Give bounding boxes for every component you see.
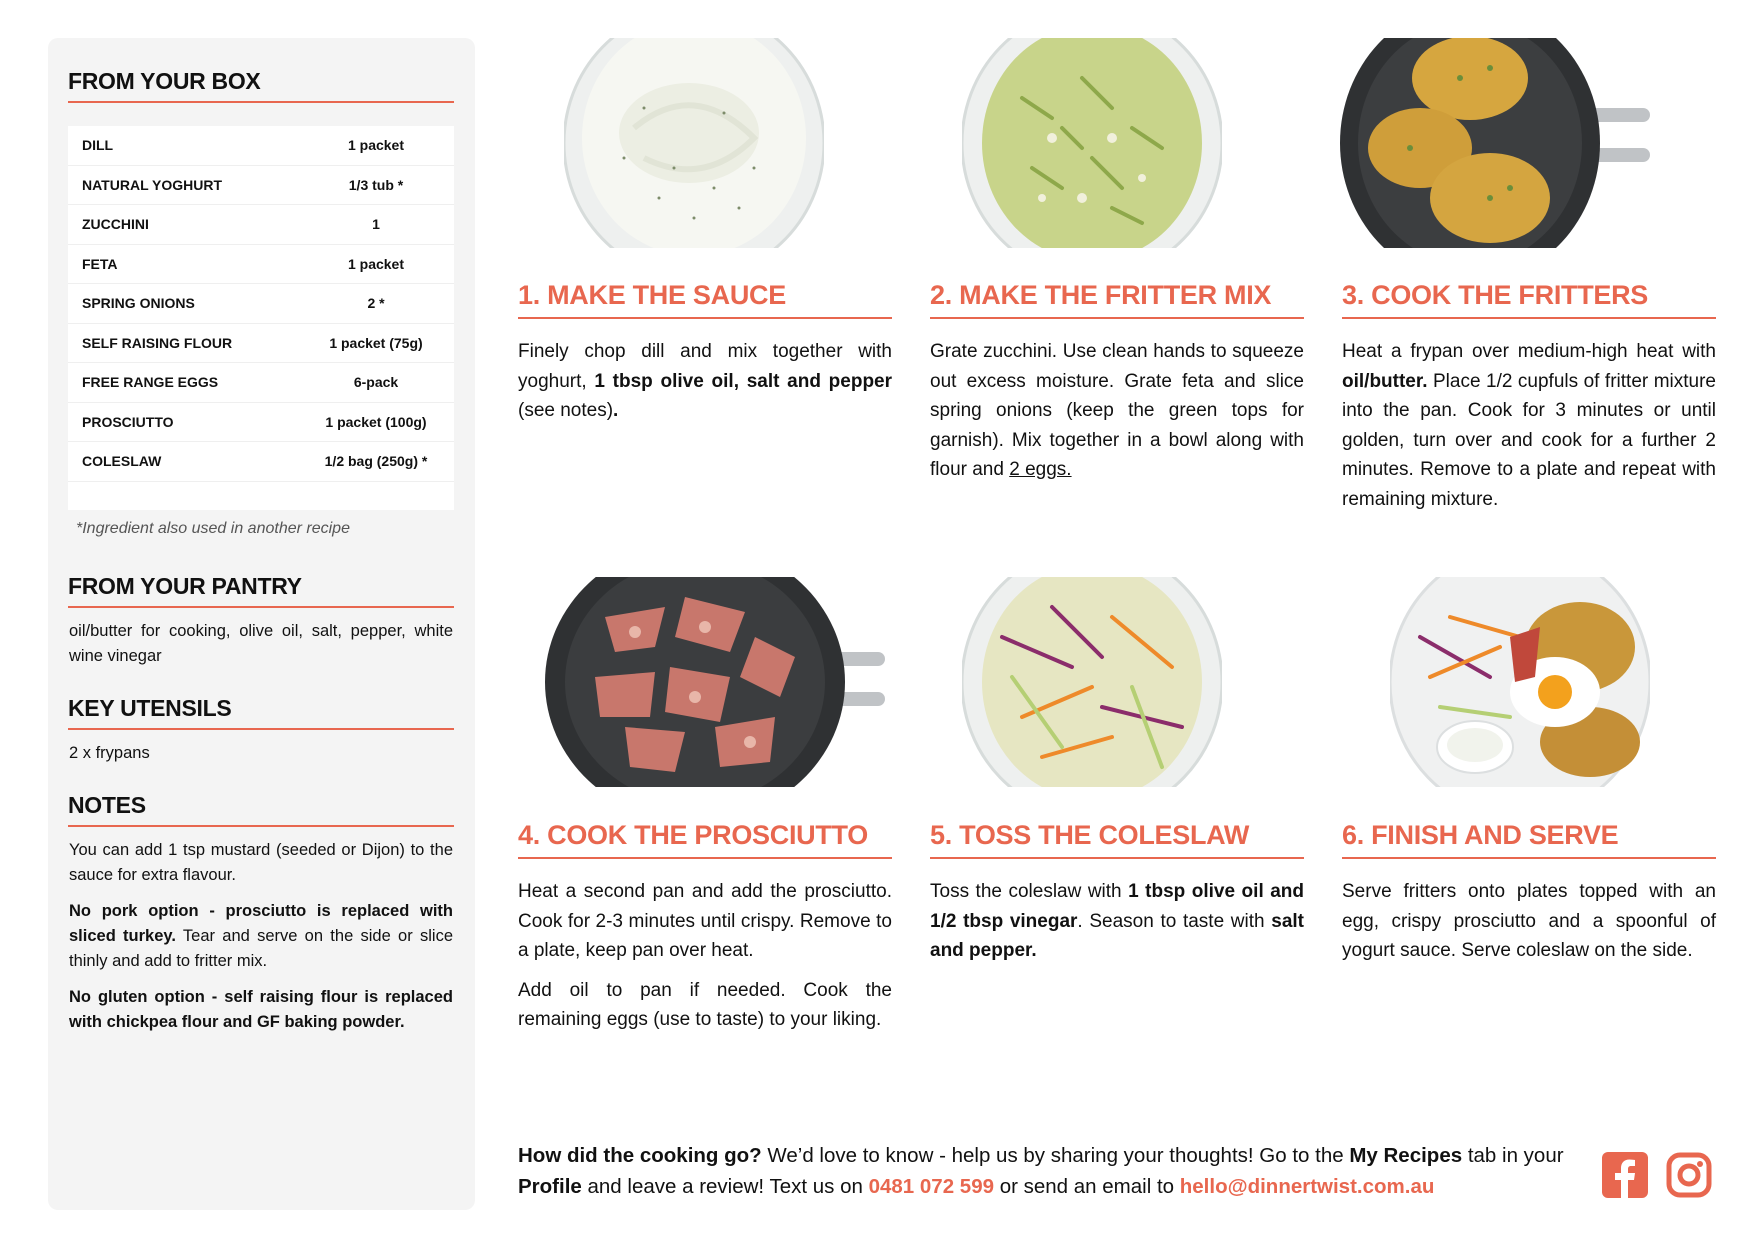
- ingredient-name: ZUCCHINI: [82, 216, 149, 233]
- fritter-mix-bowl-photo: [962, 38, 1222, 248]
- ingredient-name: SELF RAISING FLOUR: [82, 334, 233, 351]
- step-1-bold-b: .: [613, 400, 619, 421]
- key-utensils-heading: KEY UTENSILS: [68, 695, 454, 730]
- utensils-text: 2 x frypans: [69, 744, 150, 762]
- ingredients-table: [68, 126, 454, 510]
- footer-text-4: or send an email to: [994, 1175, 1180, 1198]
- pantry-text: oil/butter for cooking, olive oil, salt, pepper, white wine vinegar: [69, 622, 453, 665]
- step-5-title: 5. TOSS THE COLESLAW: [930, 820, 1304, 859]
- coleslaw-bowl-photo: [962, 577, 1222, 787]
- ingredient-qty: 1/2 bag (250g) *: [324, 453, 428, 470]
- from-your-pantry-heading: FROM YOUR PANTRY: [68, 573, 454, 608]
- ingredient-row: [68, 166, 454, 206]
- footer-text-1: We’d love to know - help us by sharing your thoughts! Go to the: [761, 1144, 1350, 1167]
- ingredient-row: [68, 126, 454, 166]
- prosciutto-pan-photo: [545, 577, 885, 787]
- ingredient-qty: 1 packet: [347, 137, 405, 154]
- footer-text-3: and leave a review! Text us on: [581, 1175, 869, 1198]
- step-1-title: 1. MAKE THE SAUCE: [518, 280, 892, 319]
- step-5-text: [930, 877, 1304, 976]
- step-1-text-b: (see notes): [518, 400, 614, 421]
- ingredient-qty: 1: [372, 216, 380, 233]
- notes-text: [69, 838, 453, 1046]
- step-2-underline: 2 eggs.: [1009, 459, 1072, 480]
- ingredient-footnote: *Ingredient also used in another recipe: [76, 520, 350, 537]
- ingredient-name: COLESLAW: [82, 453, 162, 470]
- step-6-para-1: Serve fritters onto plates topped with an egg, crispy prosciutto and a spoonful of yogurt sauce. Serve coleslaw on the side.: [1342, 881, 1716, 961]
- ingredient-name: FETA: [82, 255, 118, 272]
- note-no-pork-bold: No pork option - prosciutto is replaced with sliced turkey.: [69, 902, 453, 945]
- note-mustard: You can add 1 tsp mustard (seeded or Dijon) to the sauce for extra flavour.: [69, 841, 453, 884]
- ingredient-name: FREE RANGE EGGS: [82, 374, 219, 391]
- footer-email-link[interactable]: hello@dinnertwist.com.au: [1179, 1175, 1435, 1198]
- step-2-title: 2. MAKE THE FRITTER MIX: [930, 280, 1304, 319]
- ingredient-row: [68, 324, 454, 364]
- ingredient-name: SPRING ONIONS: [82, 295, 195, 312]
- ingredient-row: [68, 284, 454, 324]
- step-4-text: [518, 877, 892, 1045]
- ingredient-qty: 2 *: [367, 295, 385, 312]
- step-6-text: [1342, 877, 1716, 976]
- step-4-title: 4. COOK THE PROSCIUTTO: [518, 820, 892, 859]
- step-6-title: 6. FINISH AND SERVE: [1342, 820, 1716, 859]
- footer-profile: Profile: [518, 1175, 582, 1198]
- from-your-box-heading: FROM YOUR BOX: [68, 68, 454, 103]
- step-4-para-2: Add oil to pan if needed. Cook the remaining eggs (use to taste) to your liking.: [518, 979, 892, 1030]
- note-no-gluten-bold: No gluten option - self raising flour is replaced with chickpea flour and GF baking powder.: [69, 988, 453, 1031]
- step-2-text-a: Grate zucchini. Use clean hands to squeeze out excess moisture. Grate feta and slice spring onions (keep the green tops for garnish). Mix together in a bowl along with flour and: [930, 341, 1304, 480]
- served-plate-photo: [1390, 577, 1650, 787]
- notes-heading: NOTES: [68, 792, 454, 827]
- step-3-title: 3. COOK THE FRITTERS: [1342, 280, 1716, 319]
- ingredient-qty: 1 packet (75g): [329, 334, 423, 351]
- ingredients-sidebar: [48, 38, 475, 1210]
- step-4-para-1: Heat a second pan and add the prosciutto. Cook for 2-3 minutes until crispy. Remove to a plate, keep pan over heat.: [518, 881, 892, 961]
- note-no-pork-rest: Tear and serve on the side or slice thinly and add to fritter mix.: [69, 927, 453, 970]
- step-1-bold-a: 1 tbsp olive oil, salt and pepper: [594, 370, 893, 392]
- ingredient-name: NATURAL YOGHURT: [82, 176, 222, 193]
- ingredient-qty: 1 packet (100g): [325, 413, 427, 430]
- facebook-icon[interactable]: [1602, 1152, 1648, 1198]
- note-no-gluten: [69, 985, 453, 1035]
- step-5-text-a: Toss the coleslaw with: [930, 881, 1129, 902]
- ingredient-row: [68, 363, 454, 403]
- feedback-footer: [518, 1140, 1588, 1202]
- footer-phone-link[interactable]: 0481 072 599: [868, 1175, 994, 1198]
- note-no-pork: [69, 899, 453, 974]
- step-3-text: [1342, 337, 1716, 524]
- step-1-text: [518, 337, 892, 436]
- step-5-bold-b: salt and pepper.: [930, 910, 1304, 961]
- ingredient-row: [68, 245, 454, 285]
- footer-text-2: tab in your: [1462, 1144, 1564, 1167]
- ingredient-name: DILL: [82, 137, 114, 154]
- footer-question: How did the cooking go?: [518, 1144, 762, 1167]
- sauce-bowl-photo: [564, 38, 824, 248]
- step-3-bold-a: oil/butter.: [1342, 370, 1428, 392]
- ingredient-name: PROSCIUTTO: [82, 413, 174, 430]
- step-5-text-b: . Season to taste with: [1077, 910, 1272, 932]
- step-1-text-a: Finely chop dill and mix together with yoghurt,: [518, 341, 892, 392]
- instagram-icon[interactable]: [1666, 1152, 1712, 1198]
- step-3-text-a: Heat a frypan over medium-high heat with: [1342, 341, 1716, 362]
- step-5-bold-a: 1 tbsp olive oil and 1/2 tbsp vinegar: [930, 881, 1304, 932]
- ingredient-row: [68, 442, 454, 482]
- step-2-text: [930, 337, 1304, 495]
- footer-my-recipes: My Recipes: [1349, 1144, 1463, 1167]
- ingredient-qty: 6-pack: [353, 374, 399, 391]
- ingredient-row: [68, 403, 454, 443]
- ingredient-row: [68, 205, 454, 245]
- ingredient-qty: 1 packet: [347, 255, 405, 272]
- step-3-text-b: Place 1/2 cupfuls of fritter mixture into the pan. Cook for 3 minutes or until golden, turn over and cook for a further 2 minutes. Remove to a plate and repeat with remaining mixture.: [1342, 370, 1716, 510]
- ingredient-qty: 1/3 tub *: [348, 176, 404, 193]
- fritters-pan-photo: [1340, 38, 1650, 248]
